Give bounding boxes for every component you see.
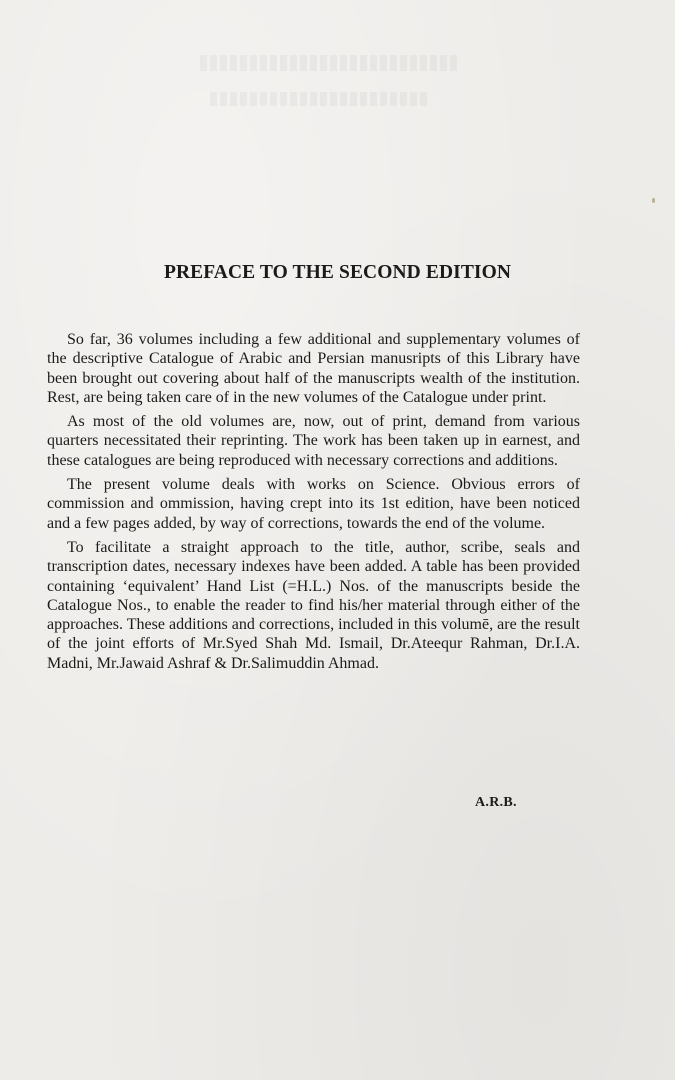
paragraph: As most of the old volumes are, now, out of print, demand from various quarters necessitated their reprinting. The work has been taken up in earnest, and these catalogues are being reproduced with necessary corrections and additions. <box>47 413 580 469</box>
paragraph: The present volume deals with works on Science. Obvious errors of commission and ommission, having crept into its 1st edition, have been noticed and a few pages added, by way of corrections, towards the end of the volume. <box>47 476 580 532</box>
preface-body <box>47 330 580 678</box>
paper-speck <box>652 198 655 203</box>
bleed-through-text <box>200 55 460 71</box>
paragraph: So far, 36 volumes including a few additional and supplementary volumes of the descriptive Catalogue of Arabic and Persian manusripts of this Library have been brought out covering about half of the manuscripts wealth of the institution. Rest, are being taken care of in the new volumes of the Catalogue under print. <box>47 331 580 406</box>
paragraph: To facilitate a straight approach to the title, author, scribe, seals and transcription dates, necessary indexes have been added. A table has been provided containing ‘equivalent’ Hand List (=H.L.) Nos. of the manuscripts beside the Catalogue Nos., to enable the reader to find his/her material through either of the approaches. These additions and corrections, included in this volumē, are the result of the joint efforts of Mr.Syed Shah Md. Ismail, Dr.Ateequr Rahman, Dr.I.A. Madni, Mr.Jawaid Ashraf & Dr.Salimuddin Ahmad. <box>47 538 580 672</box>
page-title: PREFACE TO THE SECOND EDITION <box>163 262 512 283</box>
signature: A.R.B. <box>475 795 517 810</box>
bleed-through-text <box>210 92 430 106</box>
